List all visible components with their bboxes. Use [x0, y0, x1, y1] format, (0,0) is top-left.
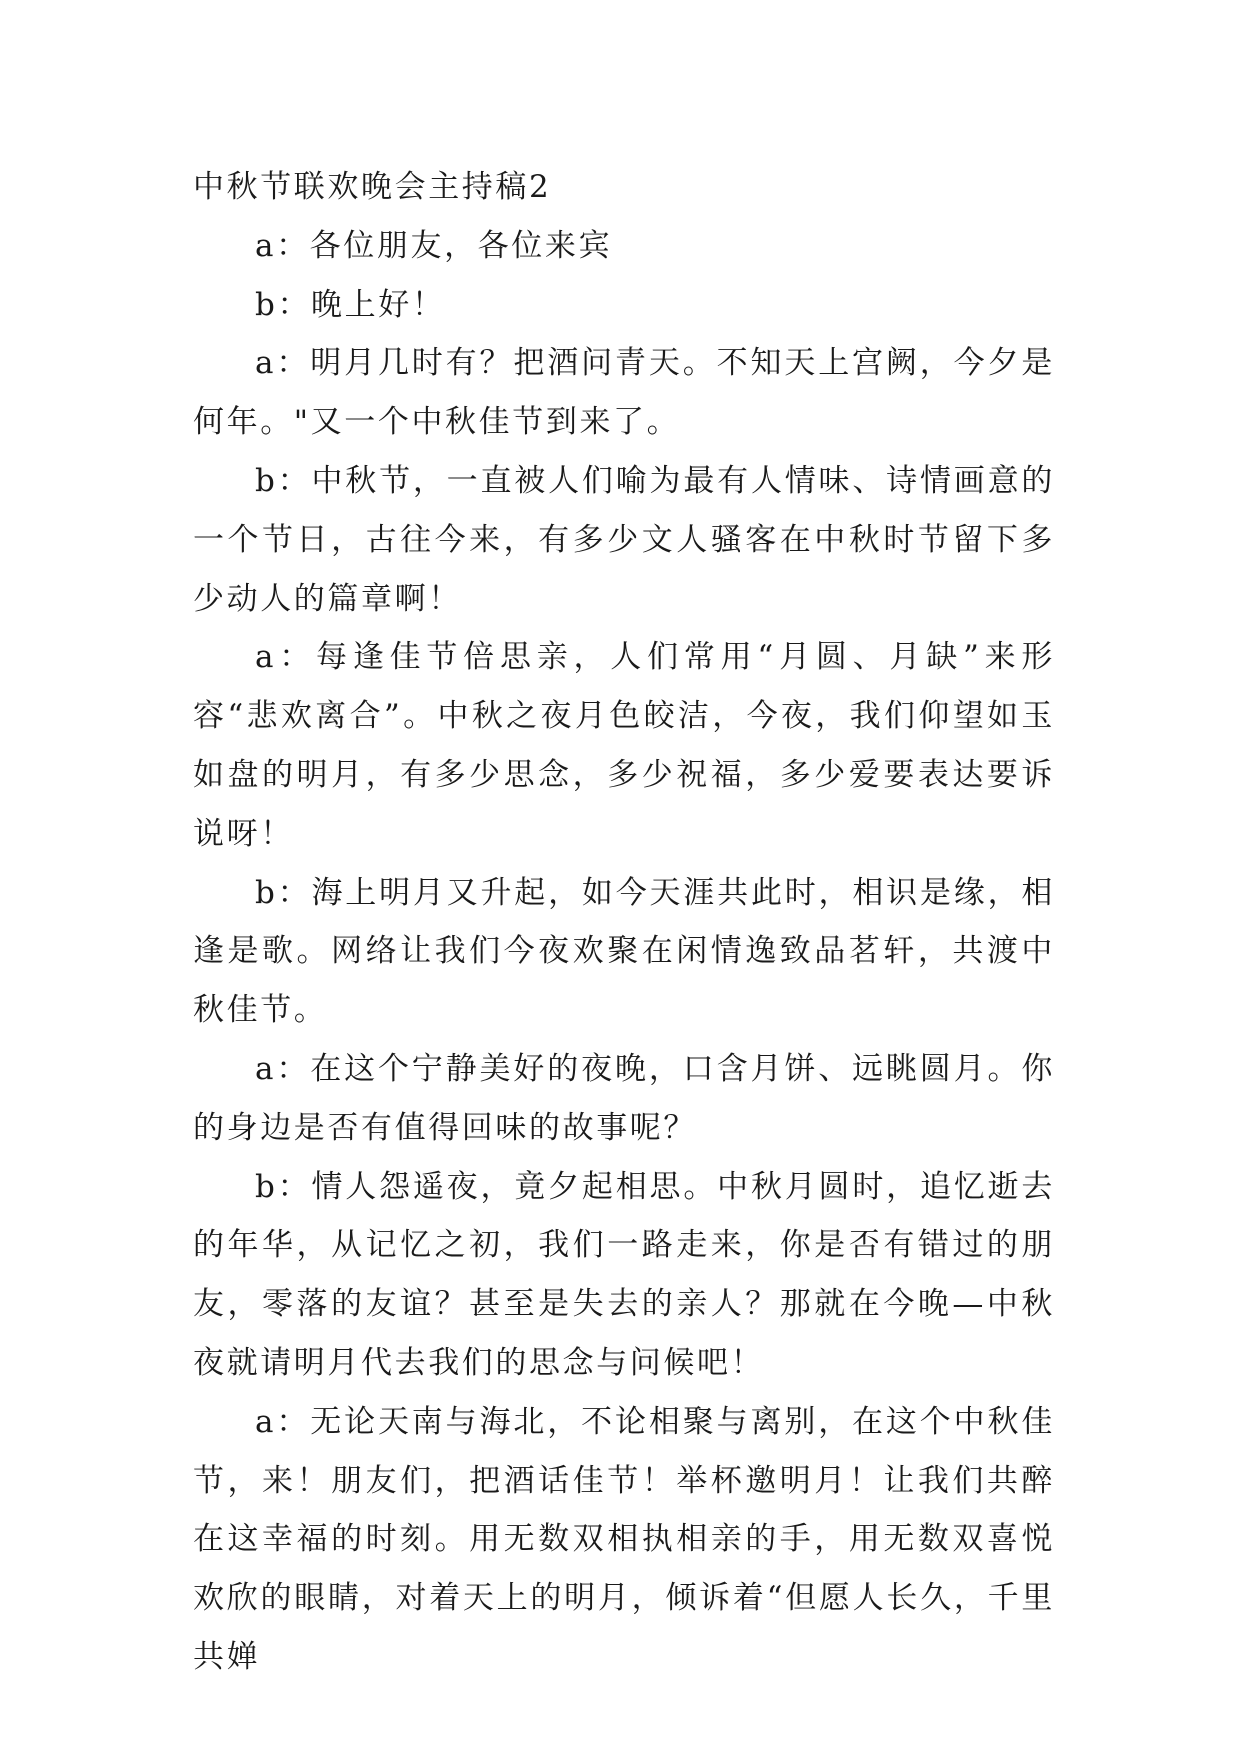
paragraph-7: a：在这个宁静美好的夜晚，口含月饼、远眺圆月。你的身边是否有值得回味的故事呢？: [193, 1050, 1055, 1146]
document-title: 中秋节联欢晚会主持稿2: [193, 169, 552, 205]
paragraph-8: b：情人怨遥夜，竟夕起相思。中秋月圆时，追忆逝去的年华，从记忆之初，我们一路走来，你是否有错过的朋友，零落的友谊？甚至是失去的亲人？那就在今晚—中秋夜就请明月代去我们的思念与问候吧！: [193, 1168, 1055, 1381]
paragraph-1: a：各位朋友，各位来宾: [255, 227, 613, 264]
paragraph-6: b：海上明月又升起，如今天涯共此时，相识是缘，相逢是歌。网络让我们今夜欢聚在闲情逸致品茗轩，共渡中秋佳节。: [193, 874, 1055, 1029]
document-body: [193, 158, 1055, 1687]
paragraph-4: b：中秋节，一直被人们喻为最有人情味、诗情画意的一个节日，古往今来，有多少文人骚客在中秋时节留下多少动人的篇章啊！: [193, 462, 1055, 617]
paragraph-2: b：晚上好！: [255, 286, 446, 323]
paragraph-5: a：每逢佳节倍思亲，人们常用“月圆、月缺”来形容“悲欢离合”。中秋之夜月色皎洁，今夜，我们仰望如玉如盘的明月，有多少思念，多少祝福，多少爱要表达要诉说呀！: [193, 639, 1055, 852]
paragraph-3: a：明月几时有？把酒问青天。不知天上宫阙，今夕是何年。"又一个中秋佳节到来了。: [193, 345, 1055, 441]
paragraph-9: a：无论天南与海北，不论相聚与离别，在这个中秋佳节，来！朋友们，把酒话佳节！举杯邀明月！让我们共醉在这幸福的时刻。用无数双相执相亲的手，用无数双喜悦欢欣的眼睛，对着天上的明月，倾诉着“但愿人长久，千里共婵: [193, 1403, 1055, 1675]
